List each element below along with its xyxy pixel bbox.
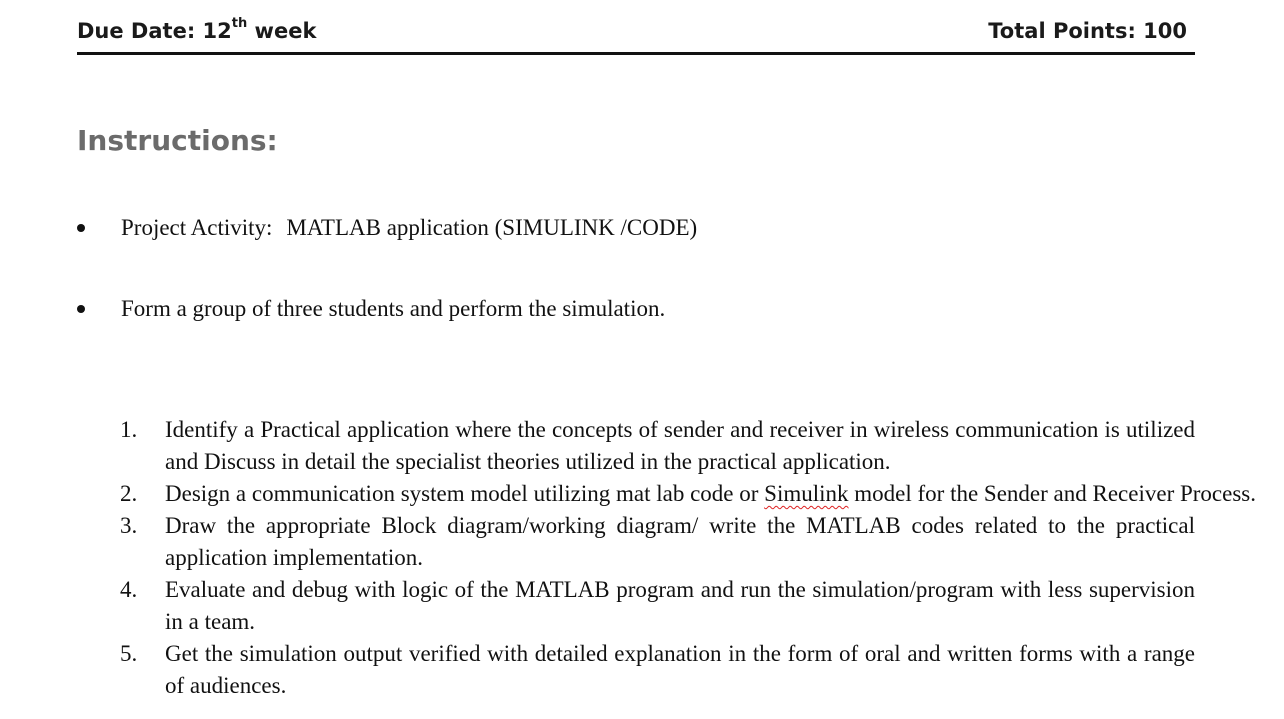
bullet-icon	[77, 224, 85, 232]
bullet-text: Project Activity: MATLAB application (SIMULINK /CODE)	[121, 215, 698, 240]
list-item-number: 3.	[120, 513, 138, 538]
bullet-text: Form a group of three students and perform the simulation.	[121, 296, 666, 321]
list-item	[120, 638, 1195, 702]
task-list	[120, 414, 1256, 702]
list-item-text: Design a communication system model utilizing mat lab code or Simulink model for the Sender and Receiver Process.	[165, 481, 1256, 506]
list-item	[120, 414, 1195, 478]
list-item	[120, 510, 1195, 574]
list-item-text: Get the simulation output verified with detailed explanation in the form of oral and written forms with a range of audiences.	[165, 641, 1195, 698]
spellcheck-flagged-word[interactable]: Simulink	[764, 481, 849, 506]
page-header	[77, 14, 1195, 55]
list-item	[120, 574, 1195, 638]
due-date-superscript: th	[231, 16, 248, 31]
list-item-number: 2.	[120, 481, 138, 506]
list-item	[120, 478, 1256, 510]
instructions-heading: Instructions:	[77, 124, 278, 157]
list-item-number: 1.	[120, 417, 138, 442]
list-item-text: Evaluate and debug with logic of the MATLAB program and run the simulation/program with less supervision in a team.	[165, 577, 1195, 634]
list-item-text: Draw the appropriate Block diagram/working diagram/ write the MATLAB codes related to the practical application implementation.	[165, 513, 1195, 570]
bullet-icon	[77, 305, 85, 313]
list-item-number: 5.	[120, 641, 138, 666]
total-points: Total Points: 100	[988, 19, 1187, 43]
due-date: Due Date: 12th week	[77, 16, 317, 43]
list-item-text: Identify a Practical application where the concepts of sender and receiver in wireless communication is utilized and Discuss in detail the specialist theories utilized in the practical application.	[165, 417, 1195, 474]
list-item-number: 4.	[120, 577, 138, 602]
